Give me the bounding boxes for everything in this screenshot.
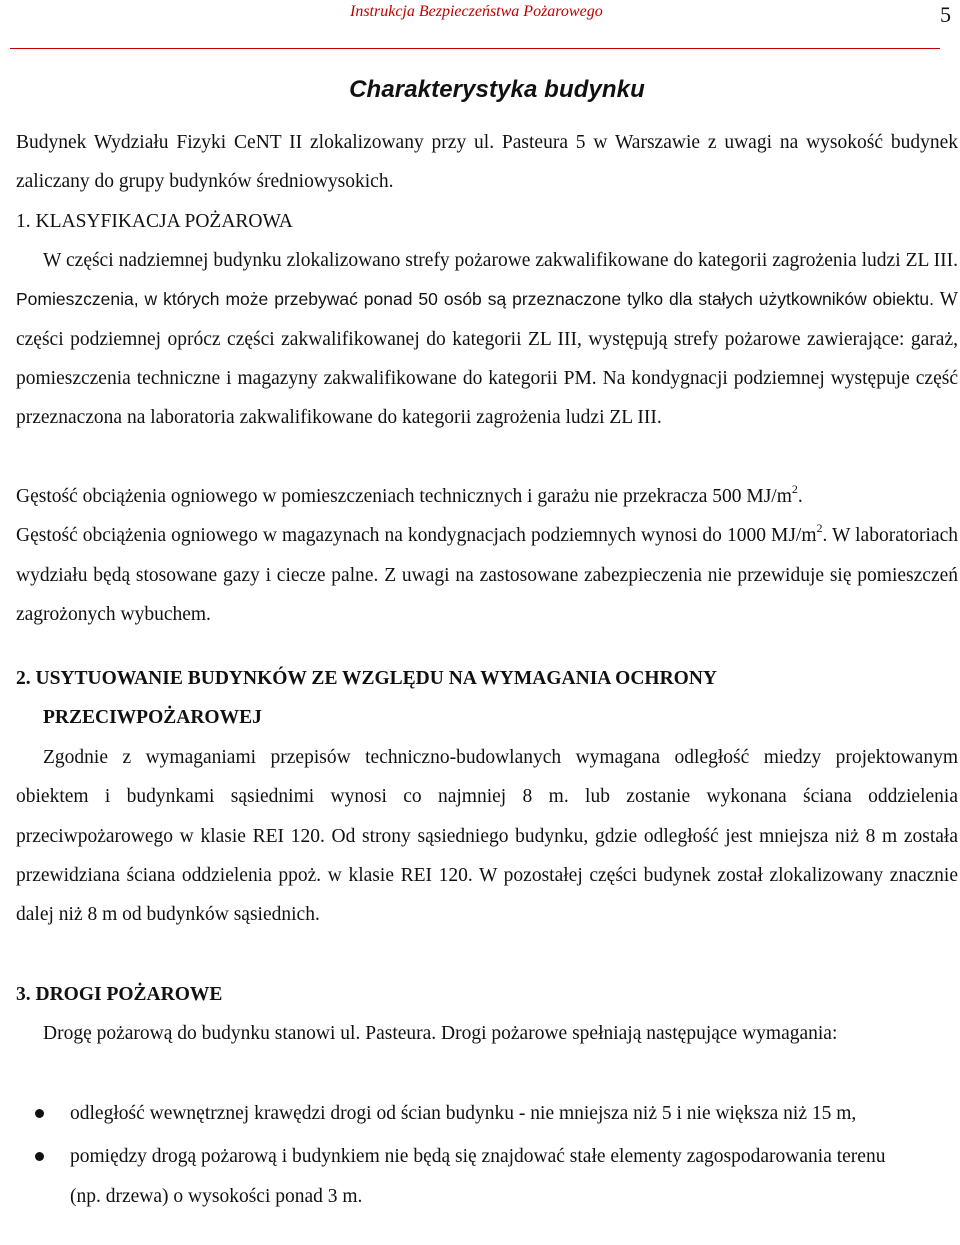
page-header bbox=[0, 0, 960, 50]
fire-load-text-1: Gęstość obciążenia ogniowego w pomieszczeniach technicznych i garażu nie przekracza 500 MJ/m bbox=[16, 486, 792, 507]
section-1-body bbox=[16, 241, 958, 437]
page-heading-text: Charakterystyka budynku bbox=[349, 76, 645, 103]
superscript-2: 2 bbox=[791, 482, 798, 496]
section-1-title: 1. KLASYFIKACJA POŻAROWA bbox=[16, 211, 293, 232]
list-item bbox=[16, 1094, 920, 1133]
requirements-list bbox=[16, 1094, 958, 1220]
list-item-text: pomiędzy drogą pożarową i budynkiem nie będą się znajdować stałe elementy zagospodarowania terenu (np. drzewa) o wysokości ponad 3 m. bbox=[70, 1146, 886, 1207]
fire-load-paragraph bbox=[16, 477, 958, 634]
section-3-intro: Drogę pożarową do budynku stanowi ul. Pasteura. Drogi pożarowe spełniają następujące wymagania: bbox=[43, 1023, 838, 1044]
section-1-p2: Pomieszczenia, w których może przebywać ponad 50 osób są przeznaczone tylko dla stałych użytkowników obiektu. bbox=[16, 289, 934, 310]
section-1-p1: W części nadziemnej budynku zlokalizowano strefy pożarowe zakwalifikowane do kategorii zagrożenia ludzi ZL III. bbox=[43, 250, 958, 271]
document-title: Instrukcja Bezpieczeństwa Pożarowego bbox=[350, 3, 603, 20]
bullet-icon bbox=[35, 1109, 44, 1118]
page-heading bbox=[0, 76, 960, 104]
header-divider bbox=[10, 48, 940, 49]
list-item-text: odległość wewnętrznej krawędzi drogi od ścian budynku - nie mniejsza niż 5 i nie większa niż 15 m, bbox=[70, 1103, 857, 1124]
section-1-p3: W części podziemnej oprócz części zakwalifikowanej do kategorii ZL III, występują strefy pożarowe zawierające: garaż, pomieszczenia techniczne i magazyny zakwalifikowane do kategorii PM. Na kondygnacji podziemnej występuje część przeznaczona na laboratoria zakwalifikowane do kategorii zagrożenia ludzi ZL III. bbox=[16, 289, 958, 429]
intro-paragraph: Budynek Wydziału Fizyki CeNT II zlokalizowany przy ul. Pasteura 5 w Warszawie z uwagi na wysokość budynek zaliczany do grupy budynków średniowysokich. bbox=[16, 132, 958, 193]
section-2-body: Zgodnie z wymaganiami przepisów techniczno-budowlanych wymagana odległość miedzy projektowanym obiektem i budynkami sąsiednimi wynosi co najmniej 8 m. lub zostanie wykonana ściana oddzielenia przeciwpożarowego w klasie REI 120. Od strony sąsiedniego budynku, gdzie odległość jest mniejsza niż 8 m została przewidziana ściana oddzielenia ppoż. w klasie REI 120. W pozostałej części budynek został zlokalizowany znacznie dalej niż 8 m od budynków sąsiednich. bbox=[16, 747, 958, 926]
fire-load-text-2: Gęstość obciążenia ogniowego w magazynach na kondygnacjach podziemnych wynosi do 1000 MJ/m bbox=[16, 525, 817, 547]
fire-load-end-1: . bbox=[797, 486, 803, 507]
fire-load-text-3: . W laboratoriach wydziału będą stosowane gazy i ciecze palne. Z uwagi na zastosowane zabezpieczenia nie przewiduje się pomieszczeń zagrożonych wybuchem. bbox=[16, 525, 959, 625]
page-number: 5 bbox=[940, 2, 951, 27]
section-2-title-line1: 2. USYTUOWANIE BUDYNKÓW ZE WZGLĘDU NA WYMAGANIA OCHRONY bbox=[16, 668, 718, 689]
section-2-title-line2: PRZECIWPOŻAROWEJ bbox=[43, 707, 262, 728]
bullet-icon bbox=[35, 1152, 44, 1161]
superscript-2b: 2 bbox=[816, 521, 823, 536]
list-item bbox=[16, 1137, 920, 1216]
section-3-title: 3. DROGI POŻAROWE bbox=[16, 984, 223, 1005]
